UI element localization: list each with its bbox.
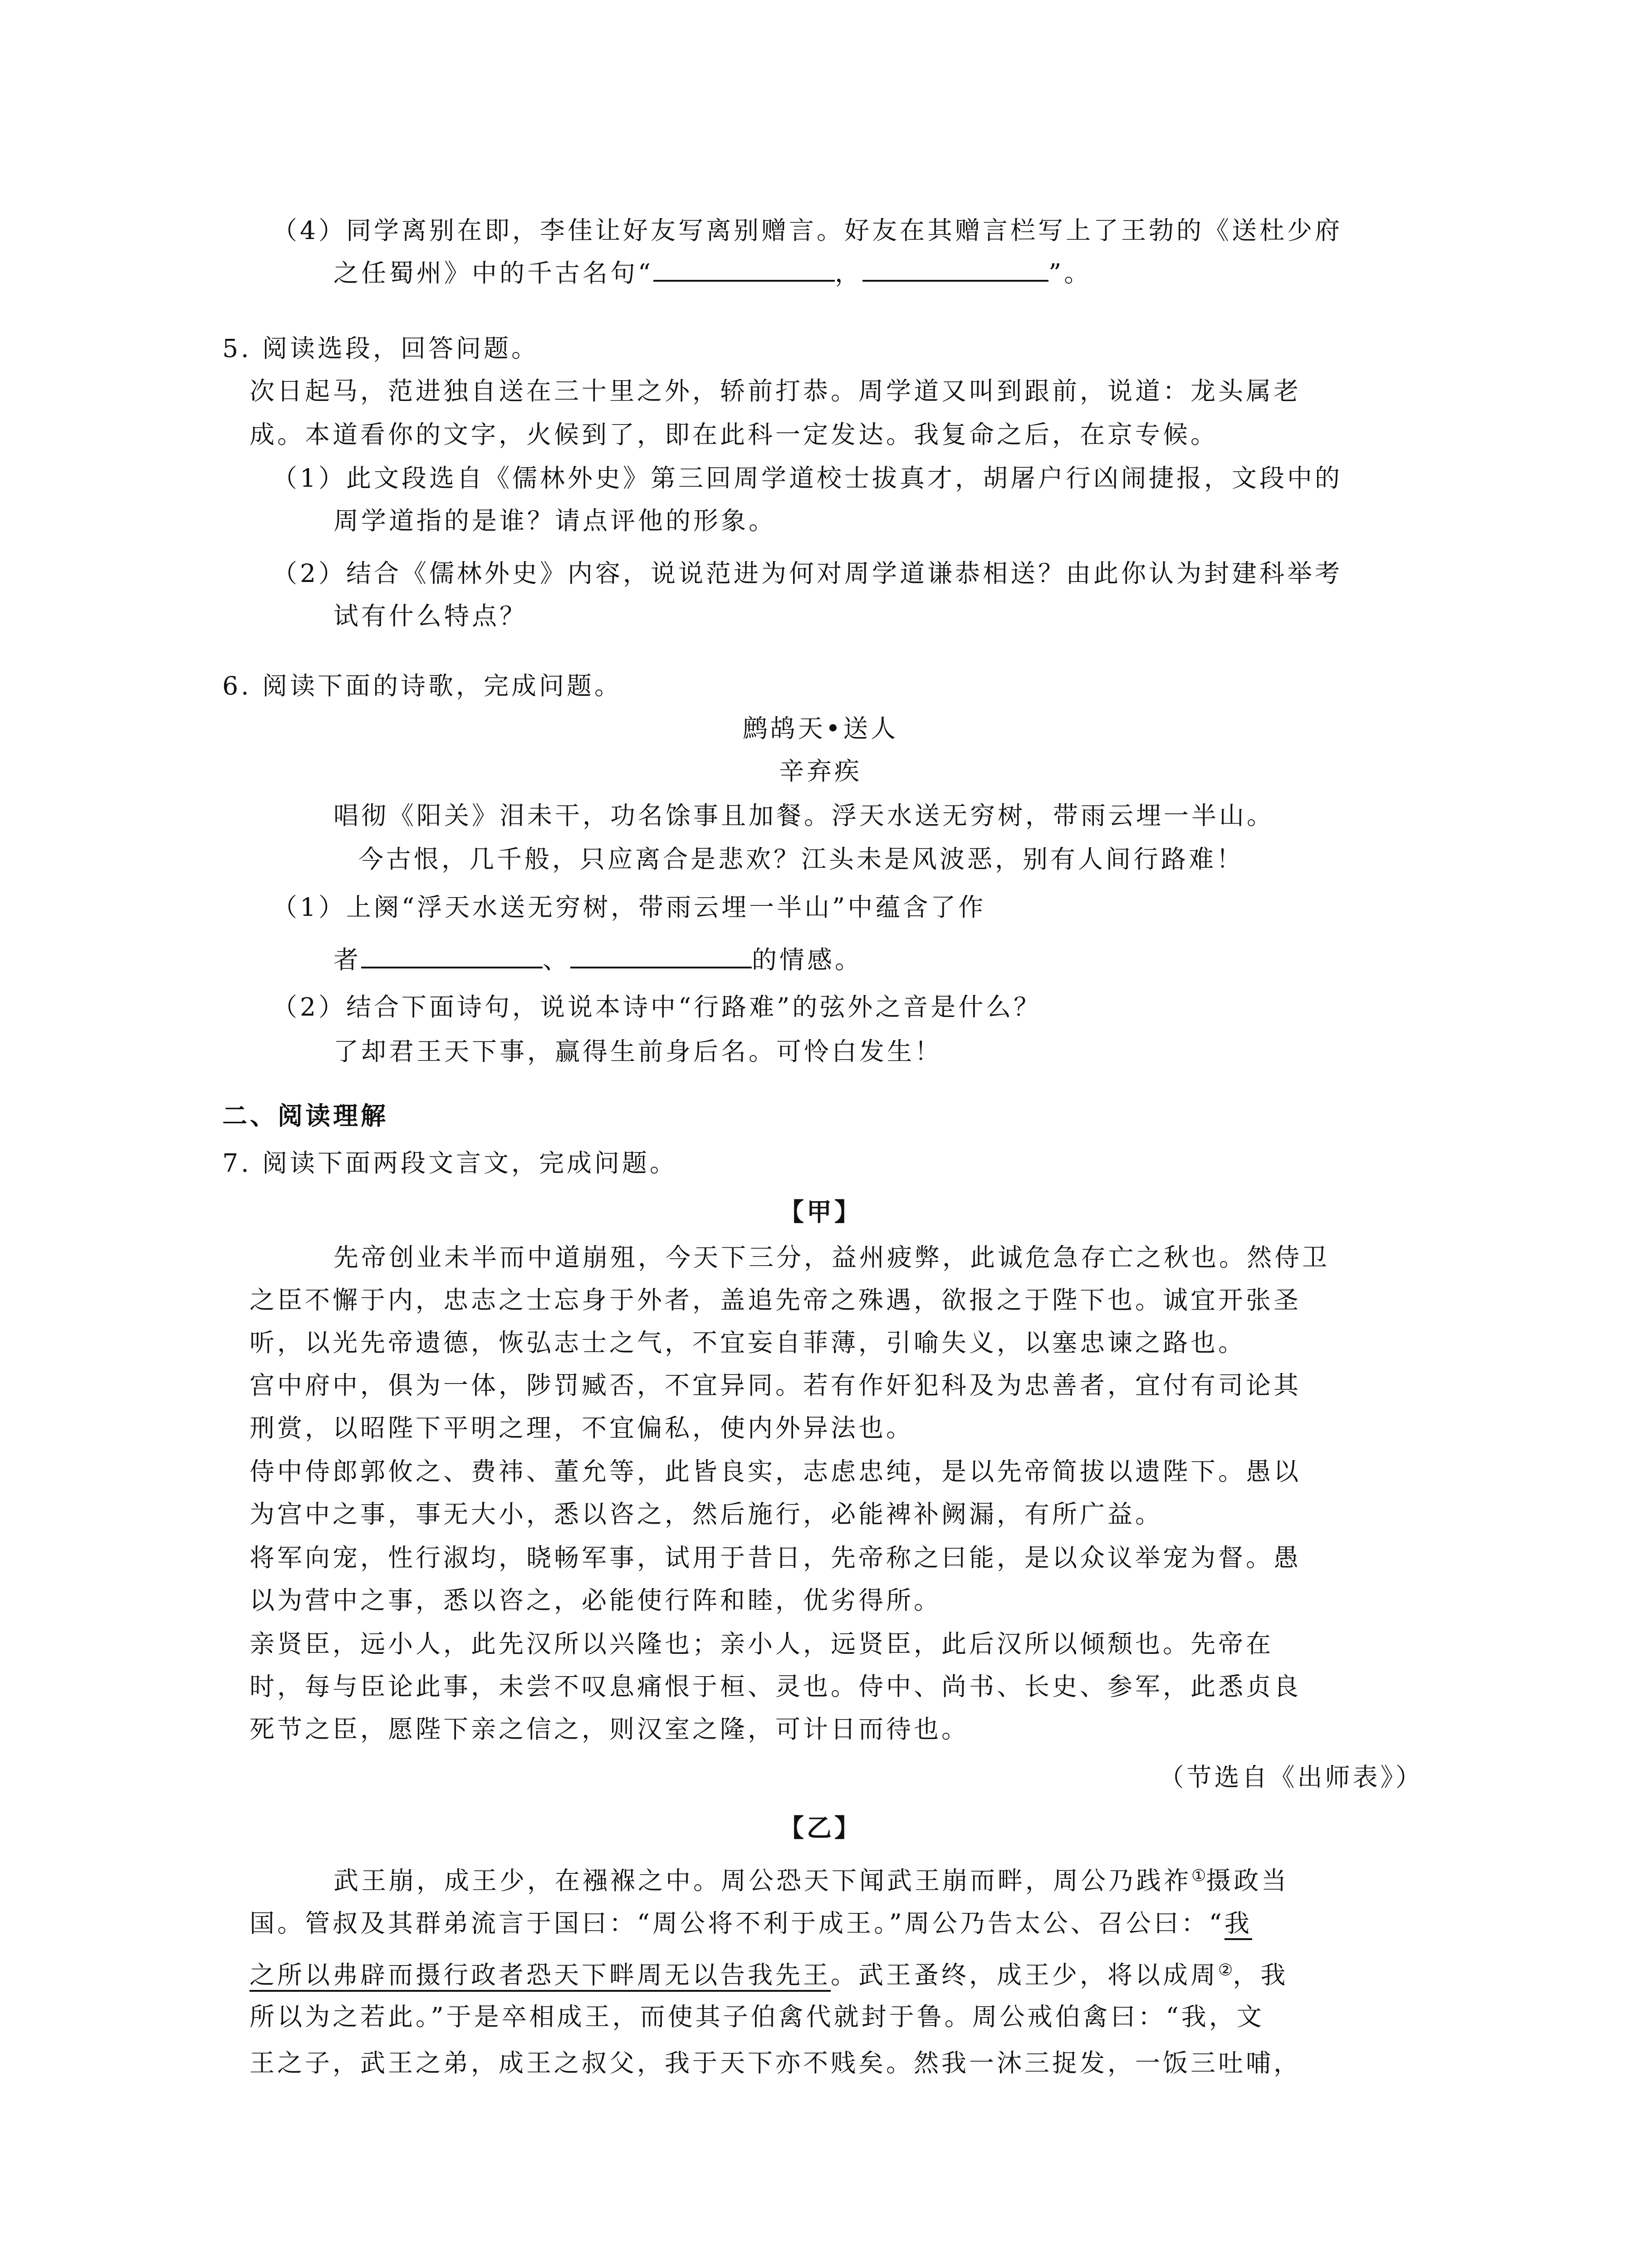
footnote-marker-2: ② [1218,1961,1233,1980]
poem-line-2: 今古恨，几千般，只应离合是悲欢？江头未是风波恶，别有人间行路难！ [358,845,1244,874]
q5-sub2-line-1: （2）结合《儒林外史》内容，说说范进为何对周学道谦恭相送？由此你认为封建科举考 [272,559,1342,588]
poem-author: 辛弃疾 [779,757,862,786]
q4-line-2 [333,255,1092,291]
jia-line-9: 以为营中之事，悉以咨之，必能使行阵和睦，优劣得所。 [250,1586,942,1615]
yi-line-3 [250,1952,1288,1993]
q5-passage-line-2: 成。本道看你的文字，火候到了，即在此科一定发达。我复命之后，在京专候。 [250,420,1219,449]
q5-passage-line-1: 次日起马，范进独自送在三十里之外，轿前打恭。周学道又叫到跟前，说道：龙头属老 [250,376,1302,406]
jia-line-7: 为宫中之事，事无大小，悉以咨之，然后施行，必能裨补阙漏，有所广益。 [250,1500,1163,1529]
jia-line-10: 亲贤臣，远小人，此先汉所以兴隆也；亲小人，远贤臣，此后汉所以倾颓也。先帝在 [250,1629,1274,1658]
jia-line-5: 刑赏，以昭陛下平明之理，不宜偏私，使内外异法也。 [250,1413,914,1442]
jia-line-6: 侍中侍郎郭攸之、费祎、董允等，此皆良实，志虑忠纯，是以先帝简拔以遗陛下。愚以 [250,1457,1302,1486]
q7-title: 7. 阅读下面两段文言文，完成问题。 [222,1149,677,1178]
jia-line-11: 时，每与臣论此事，未尝不叹息痛恨于桓、灵也。侍中、尚书、长史、参军，此悉贞良 [250,1672,1302,1701]
underlined-sentence: 之所以弗辟而摄行政者恐天下畔周无以告我先王 [250,1960,831,1989]
answer-blank-2[interactable] [862,258,1048,282]
jia-line-4: 宫中府中，俱为一体，陟罚臧否，不宜异同。若有作奸犯科及为忠善者，宜付有司论其 [250,1371,1302,1400]
poem-line-1: 唱彻《阳关》泪未干，功名馀事且加餐。浮天水送无穷树，带雨云埋一半山。 [333,801,1275,830]
q6-sub1-post: 的情感。 [752,945,863,974]
yi-line-1-a: 武王崩，成王少，在襁褓之中。周公恐天下闻武王崩而畔，周公乃践祚 [333,1866,1192,1895]
jia-line-8: 将军向宠，性行淑均，晓畅军事，试用于昔日，先帝称之曰能，是以众议举宠为督。愚 [250,1543,1302,1572]
q6-sub2-line-1: （2）结合下面诗句，说说本诗中“行路难”的弦外之音是什么？ [272,992,1042,1022]
jia-source: （节选自《出师表》） [1159,1763,1423,1792]
jia-line-3: 听，以光先帝遗德，恢弘志士之气，不宜妄自菲薄，引喻失义，以塞忠谏之路也。 [250,1328,1246,1357]
yi-line-1-b: 摄政当 [1206,1866,1289,1895]
section-heading: 二、阅读理解 [222,1101,389,1130]
footnote-marker-1: ① [1191,1867,1206,1885]
q6-title: 6. 阅读下面的诗歌，完成问题。 [222,671,622,700]
answer-blank-3[interactable] [361,945,543,968]
q5-title: 5. 阅读选段，回答问题。 [222,334,539,363]
yi-line-2-a: 国。管叔及其群弟流言于国曰：“周公将不利于成王。”周公乃告太公、召公曰：“ [250,1909,1225,1938]
yi-label: 【乙】 [779,1813,862,1843]
yi-line-3-c: ，我 [1233,1960,1288,1989]
answer-blank-4[interactable] [570,945,752,968]
q6-sub1-pre: 者 [333,945,362,974]
jia-line-1: 先帝创业未半而中道崩殂，今天下三分，益州疲弊，此诚危急存亡之秋也。然侍卫 [333,1243,1330,1272]
jia-line-2: 之臣不懈于内，忠志之士忘身于外者，盖追先帝之殊遇，欲报之于陛下也。诚宜开张圣 [250,1286,1302,1315]
q4-line-2-mid: ， [835,259,863,288]
yi-line-4: 所以为之若此。”于是卒相成王，而使其子伯禽代就封于鲁。周公戒伯禽曰：“我，文 [250,2002,1264,2031]
q6-sub2-line-2: 了却君王天下事，赢得生前身后名。可怜白发生！ [333,1037,943,1066]
jia-label: 【甲】 [779,1198,862,1227]
underlined-sentence-start: 我 [1224,1909,1252,1938]
yi-line-5: 王之子，武王之弟，成王之叔父，我于天下亦不贱矣。然我一沐三捉发，一饭三吐哺， [250,2048,1302,2077]
answer-blank-1[interactable] [653,258,835,282]
q6-sub1-line-2 [333,942,862,978]
yi-line-2 [250,1905,1252,1941]
poem-title: 鹧鸪天•送人 [742,714,899,743]
jia-line-12: 死节之臣，愿陛下亲之信之，则汉室之隆，可计日而待也。 [250,1715,970,1744]
q5-sub2-line-2: 试有什么特点？ [333,601,528,631]
yi-line-3-b: 。武王蚤终，成王少，将以成周 [831,1960,1219,1989]
q4-line-2-post: ”。 [1048,259,1092,288]
q4-line-2-pre: 之任蜀州》中的千古名句“ [333,259,654,288]
q4-line-1: （4）同学离别在即，李佳让好友写离别赠言。好友在其赠言栏写上了王勃的《送杜少府 [272,216,1342,245]
q6-sub1-line-1: （1）上阕“浮天水送无穷树，带雨云埋一半山”中蕴含了作 [272,893,986,922]
q6-sub1-mid: 、 [543,945,571,974]
yi-line-1 [333,1858,1289,1899]
q5-sub1-line-1: （1）此文段选自《儒林外史》第三回周学道校士拔真才，胡屠户行凶闹捷报，文段中的 [272,464,1342,493]
q5-sub1-line-2: 周学道指的是谁？请点评他的形象。 [333,506,777,535]
